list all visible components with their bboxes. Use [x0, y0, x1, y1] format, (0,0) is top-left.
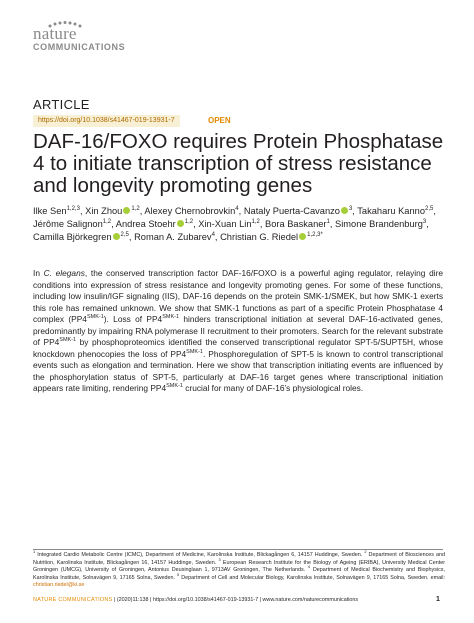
orcid-icon[interactable]: [123, 207, 130, 214]
abstract: [33, 268, 443, 395]
superscript: SMK-1: [166, 383, 183, 390]
footer-citation: | (2020)11:138 | https://doi.org/10.1038/s41467-019-13931-7 | www.nature.com/naturecommunications: [112, 597, 359, 603]
author-list: Ilke Sen$^{1,2,3}$, Xin Zhou $^{1,2}$, Alexey Chernobrovkin$^4$, Nataly Puerta-Cavanzo $^3$, Takaharu Kanno$^{2,5}$, Jérôme Salignon$^{1,2}$, Andrea Stoehr $^{1,2}$, Xin-Xuan Lin$^{1,2}$, Bora Baskaner$^1$, Simone Brandenburg$^3$, Camilla Björkegren $^{2,5}$, Roman A. Zubarev$^4$, Christian G. Riedel $^{1,2,3*}$: [33, 205, 436, 242]
affiliation-text: Department of Biosciences and Nutrition, Karolinska Institute, Blickagången 16, 14157 Huddinge, Sweden.: [33, 552, 445, 566]
superscript: SMK-1: [162, 314, 179, 321]
author-affiliation-marker: 1,2,3*: [307, 231, 323, 238]
abstract-text: hinders transcriptional initiation at several DAF-16-activated genes, predominantly by impairing RNA polymerase II recruitment to their promoters. Search for the relevant substrate of PP4: [33, 314, 444, 347]
superscript: SMK-1: [186, 348, 203, 355]
affiliation-marker: 1: [33, 549, 36, 555]
affiliation-marker: 3: [218, 556, 221, 562]
author-name[interactable]: Andrea Stoehr: [115, 219, 176, 229]
email-link[interactable]: christian.riedel@ki.se: [33, 582, 85, 589]
doi-link[interactable]: https://doi.org/10.1038/s41467-019-13931-7: [33, 115, 180, 127]
abstract-text: . Phosphoregulation of SPT-5 is known to control transcriptional events such as elongation and termination. Here we show that transcription initiating events are influenced by the phosphorylation status of SPT-5, particularly at DAF-16 target genes where transcriptional initiation appears rate limiting, rendering PP4: [33, 348, 443, 393]
author-name[interactable]: Roman A. Zubarev: [134, 232, 212, 242]
author: [144, 206, 238, 216]
abstract-text: crucial for many of DAF-16’s physiological roles.: [182, 383, 364, 393]
author: [33, 219, 111, 229]
affiliation-text: Department of Medical Biochemistry and Biophysics, Karolinska Institute, Solnavägen 9, 17165 Solna, Sweden.: [33, 567, 445, 581]
author-affiliation-marker: 2,5: [120, 231, 129, 238]
author-affiliation-marker: 1,2: [102, 218, 112, 225]
journal-logo: [33, 20, 153, 54]
affiliation-text: Department of Cell and Molecular Biology, Karolinska Institute, Solnavägen 9, 17165 Solna, Sweden.: [179, 574, 431, 581]
author: [116, 219, 193, 229]
author: [265, 219, 330, 229]
author-name[interactable]: Jérôme Salignon: [33, 219, 103, 229]
author: [335, 219, 426, 229]
author: [198, 219, 260, 229]
affiliation-text: Integrated Cardio Metabolic Centre (ICMC), Department of Medicine, Karolinska Institute, Blickagången 6, 14157 Huddinge, Sweden.: [35, 552, 365, 558]
author: [357, 206, 433, 216]
author-name[interactable]: Nataly Puerta-Cavanzo: [243, 206, 340, 216]
author: [134, 232, 215, 242]
author: [33, 206, 80, 216]
abstract-text: , the conserved transcription factor DAF-16/FOXO is a powerful aging regulator, relaying dire conditions into expression of stress resistance and longevity promoting genes. For some of these functions, including low insulin/IGF signaling (IIS), DAF-16 depends on the protein SMK-1/SMEK, but how SMK-1 exerts this role has remained unknown. We show that SMK-1 functions as part of a specific Protein Phosphatase 4 complex (PP4: [33, 268, 443, 324]
author-affiliation-marker: 4: [235, 205, 239, 212]
orcid-icon[interactable]: [299, 233, 306, 240]
author-name[interactable]: Xin Zhou: [85, 206, 123, 216]
author-affiliation-marker: 2,5: [425, 205, 434, 212]
superscript: SMK-1: [86, 314, 104, 321]
organism-name: C. elegans: [43, 268, 85, 278]
author: [244, 206, 352, 216]
footer-journal-name: NATURE COMMUNICATIONS: [33, 597, 113, 603]
affiliation-marker: 2: [364, 549, 367, 555]
affiliations: [33, 549, 445, 590]
article-type-label: ARTICLE: [33, 97, 90, 112]
logo-word-nature: nature: [33, 24, 77, 43]
logo-word-communications: COMMUNICATIONS: [33, 42, 126, 52]
author-name[interactable]: Xin-Xuan Lin: [198, 219, 252, 229]
author-name[interactable]: Christian G. Riedel: [220, 232, 299, 242]
abstract-text: In: [33, 268, 44, 278]
author: [220, 232, 323, 242]
author-name[interactable]: Ilke Sen: [33, 206, 67, 216]
page-footer: [33, 597, 445, 603]
author-affiliation-marker: 1,2,3: [66, 205, 80, 212]
abstract-text: ). Loss of PP4: [103, 314, 163, 324]
author-affiliation-marker: 4: [211, 231, 215, 238]
author-affiliation-marker: 3: [348, 205, 353, 212]
affiliation-marker: 5: [177, 571, 180, 577]
orcid-icon[interactable]: [113, 233, 120, 240]
affiliation-marker: 4: [307, 564, 311, 570]
author-name[interactable]: Bora Baskaner: [265, 219, 327, 229]
author-affiliation-marker: 1,2: [251, 218, 260, 225]
author-name[interactable]: Alexey Chernobrovkin: [144, 206, 236, 216]
author-affiliation-marker: 1,2: [131, 205, 140, 212]
author-name[interactable]: Camilla Björkegren: [33, 232, 112, 242]
page-number: 1: [436, 596, 440, 603]
abstract-text: by phosphoproteomics identified the conserved transcriptional regulator SPT-5/SUPT5H, whose knockdown phenocopies the loss of PP4: [33, 337, 443, 359]
orcid-icon[interactable]: [177, 220, 184, 227]
author: [85, 206, 140, 216]
author-affiliation-marker: 1: [326, 218, 330, 225]
orcid-icon[interactable]: [341, 207, 348, 214]
author-affiliation-marker: 1,2: [184, 218, 194, 225]
correspondence-label: email:: [430, 574, 445, 581]
superscript: SMK-1: [59, 337, 77, 344]
author-name[interactable]: Simone Brandenburg: [335, 219, 423, 229]
author: [33, 232, 129, 242]
article-title: DAF-16/FOXO requires Protein Phosphatase 4 to initiate transcription of stress resistance and longevity promoting genes: [33, 130, 444, 197]
footnote-divider: [33, 549, 443, 550]
affiliation-text: European Research Institute for the Biology of Ageing (ERIBA), University Medical Center Groningen (UMCG), University of Groningen, Antonius Deusinglaan 1, 9713AV Groningen, The Netherlands.: [33, 559, 445, 574]
author-affiliation-marker: 3: [422, 218, 427, 225]
author-name[interactable]: Takaharu Kanno: [357, 206, 425, 216]
open-access-label: OPEN: [208, 116, 231, 125]
